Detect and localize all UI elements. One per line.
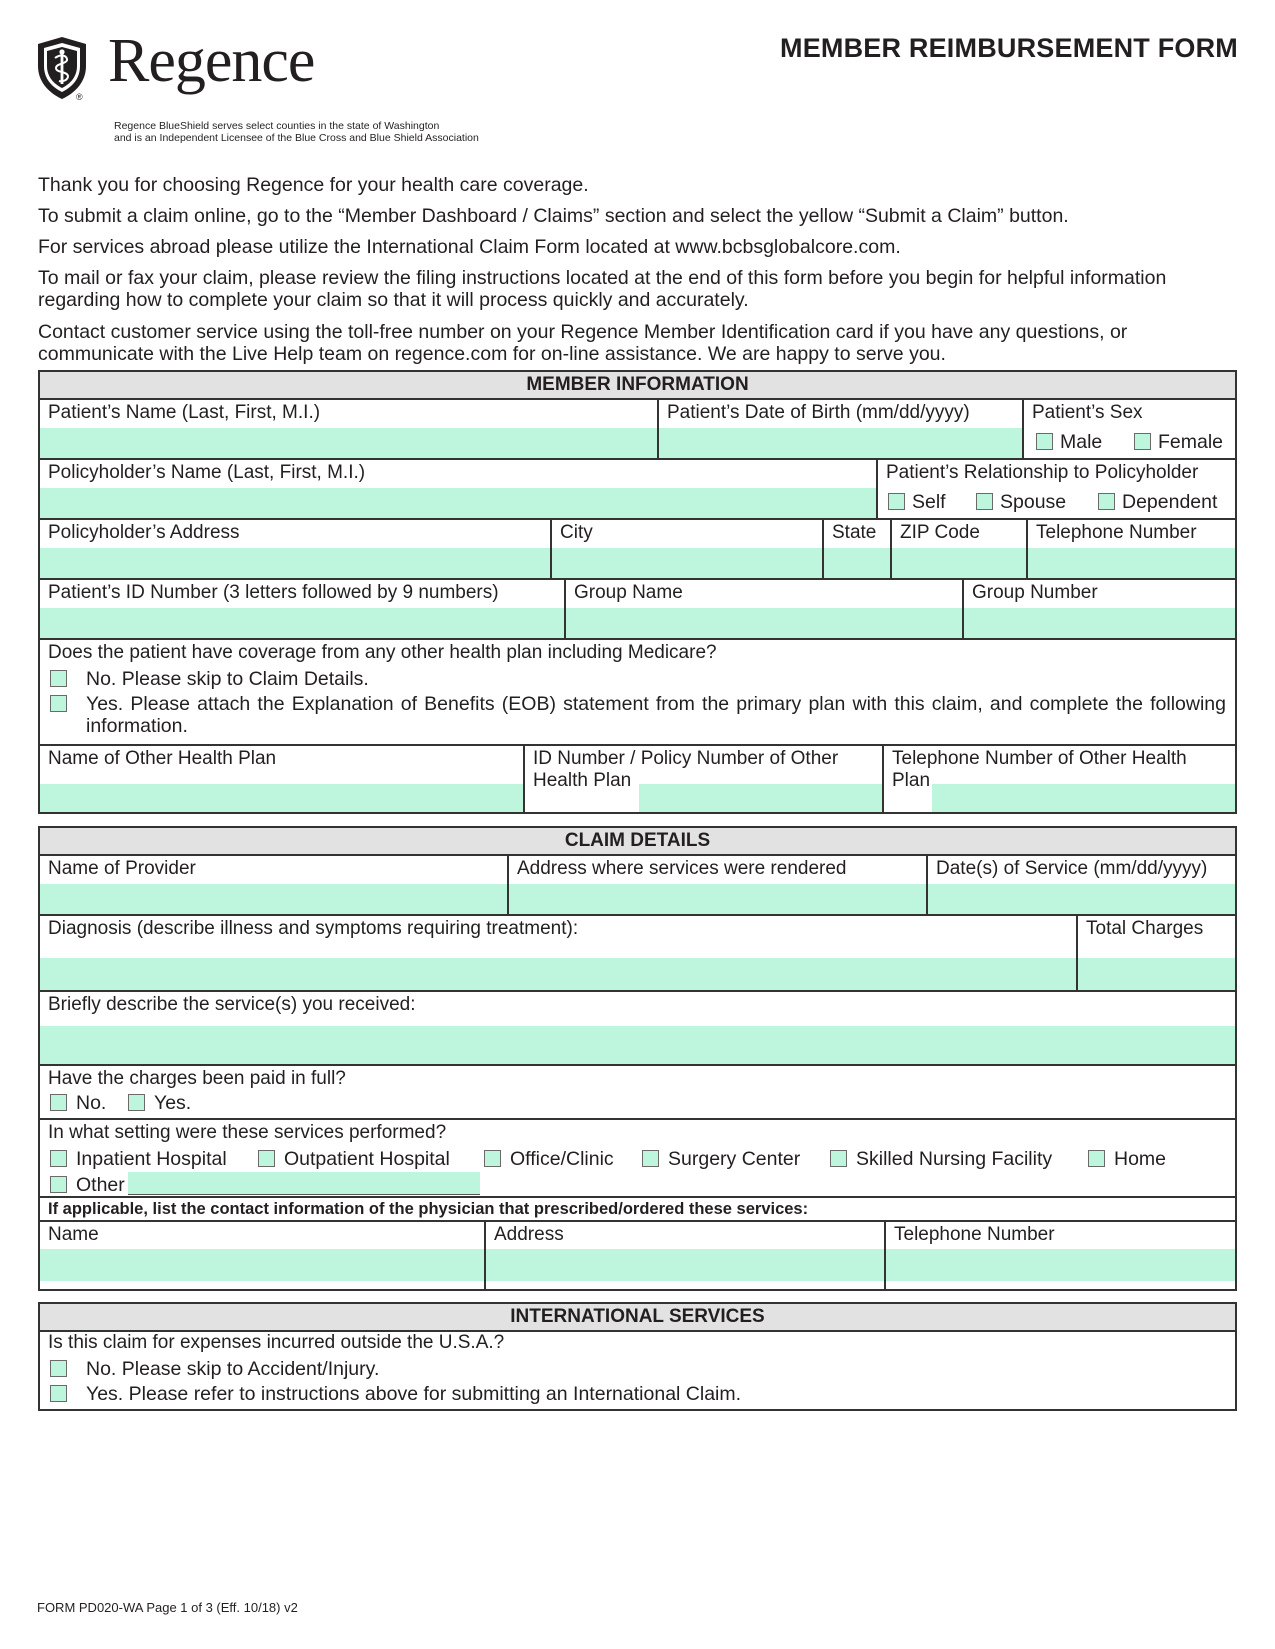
phone-cell xyxy=(1028,520,1235,578)
sex-male-checkbox[interactable] xyxy=(1036,433,1053,450)
city-label: City xyxy=(560,522,593,543)
physician-phone-label: Telephone Number xyxy=(894,1224,1055,1245)
setting-other-checkbox[interactable] xyxy=(50,1176,67,1193)
form-title: MEMBER REIMBURSEMENT FORM xyxy=(780,33,1238,63)
intro-paragraph-2: To submit a claim online, go to the “Member Dashboard / Claims” section and select the yellow “Submit a Claim” button. xyxy=(38,205,1069,227)
zip-field[interactable] xyxy=(892,548,1026,578)
intro-paragraph-3: For services abroad please utilize the International Claim Form located at www.bcbsglobalcore.com. xyxy=(38,236,901,258)
physician-name-label: Name xyxy=(48,1224,99,1245)
city-cell xyxy=(552,520,822,578)
describe-services-field[interactable] xyxy=(40,1026,1235,1064)
relationship-self-label: Self xyxy=(912,491,946,513)
physician-phone-field[interactable] xyxy=(886,1249,1235,1281)
intro-paragraph-5: Contact customer service using the toll-free number on your Regence Member Identification card if you have any questions, or communicate with the Live Help team on regence.com for on-line assistance. We are happy to serve you. xyxy=(38,321,1128,365)
patient-name-field[interactable] xyxy=(40,428,657,458)
other-plan-name-label: Name of Other Health Plan xyxy=(48,748,277,769)
provider-name-cell xyxy=(40,856,507,914)
diagnosis-field[interactable] xyxy=(40,958,1076,990)
patient-dob-label: Patient’s Date of Birth (mm/dd/yyyy) xyxy=(667,402,970,423)
international-no-label: No. Please skip to Accident/Injury. xyxy=(86,1358,380,1380)
physician-address-cell xyxy=(486,1222,884,1281)
other-plan-id-label: ID Number / Policy Number of Other Health Plan xyxy=(533,748,839,791)
regence-shield-logo-icon xyxy=(36,36,88,100)
patient-id-field[interactable] xyxy=(40,608,564,638)
member-information-heading: MEMBER INFORMATION xyxy=(40,372,1235,400)
group-name-label: Group Name xyxy=(574,582,683,603)
setting-home-label: Home xyxy=(1114,1148,1167,1170)
international-no-checkbox[interactable] xyxy=(50,1360,67,1377)
other-plan-name-field[interactable] xyxy=(40,784,523,812)
patient-name-cell xyxy=(40,400,657,458)
member-information-section xyxy=(38,370,1237,814)
registered-mark: ® xyxy=(76,92,83,102)
diagnosis-cell xyxy=(40,916,1076,990)
patient-name-label: Patient’s Name (Last, First, M.I.) xyxy=(48,402,321,423)
setting-snf-checkbox[interactable] xyxy=(830,1150,847,1167)
intro-paragraph-1: Thank you for choosing Regence for your health care coverage. xyxy=(38,174,589,196)
physician-name-field[interactable] xyxy=(40,1249,484,1281)
setting-outpatient-label: Outpatient Hospital xyxy=(284,1148,450,1170)
international-question: Is this claim for expenses incurred outside the U.S.A.? xyxy=(48,1332,505,1353)
describe-services-label: Briefly describe the service(s) you received: xyxy=(48,994,416,1015)
total-charges-field[interactable] xyxy=(1078,958,1235,990)
group-number-field[interactable] xyxy=(964,608,1235,638)
form-footer: FORM PD020-WA Page 1 of 3 (Eff. 10/18) v2 xyxy=(37,1600,298,1615)
setting-office-label: Office/Clinic xyxy=(510,1148,614,1170)
group-number-cell xyxy=(964,580,1235,638)
patient-dob-cell xyxy=(659,400,1022,458)
patient-sex-label: Patient’s Sex xyxy=(1032,402,1143,423)
service-dates-label: Date(s) of Service (mm/dd/yyyy) xyxy=(936,858,1208,879)
tagline-line-2: and is an Independent Licensee of the Blue Cross and Blue Shield Association xyxy=(114,132,479,144)
claim-details-section xyxy=(38,826,1237,1291)
service-dates-field[interactable] xyxy=(928,884,1235,914)
provider-name-field[interactable] xyxy=(40,884,507,914)
claim-details-heading: CLAIM DETAILS xyxy=(40,828,1235,856)
state-label: State xyxy=(832,522,877,543)
service-address-field[interactable] xyxy=(509,884,926,914)
relationship-spouse-label: Spouse xyxy=(1000,491,1067,513)
setting-inpatient-checkbox[interactable] xyxy=(50,1150,67,1167)
address-cell xyxy=(40,520,550,578)
physician-name-cell xyxy=(40,1222,484,1281)
relationship-cell xyxy=(878,460,1235,518)
other-coverage-question: Does the patient have coverage from any other health plan including Medicare? xyxy=(48,642,717,663)
state-cell xyxy=(824,520,890,578)
sex-male-label: Male xyxy=(1060,431,1103,453)
describe-services-cell xyxy=(40,992,1235,1064)
other-coverage-no-checkbox[interactable] xyxy=(50,670,67,687)
tagline-line-1: Regence BlueShield serves select counties in the state of Washington xyxy=(114,120,440,132)
other-plan-name-cell xyxy=(40,746,523,812)
other-plan-phone-label: Telephone Number of Other Health Plan xyxy=(892,748,1187,791)
regence-wordmark: Regence xyxy=(108,27,315,95)
phone-label: Telephone Number xyxy=(1036,522,1197,543)
policyholder-name-field[interactable] xyxy=(40,488,876,518)
patient-dob-field[interactable] xyxy=(659,428,1022,458)
address-field[interactable] xyxy=(40,548,550,578)
relationship-self-checkbox[interactable] xyxy=(888,493,905,510)
other-plan-phone-field[interactable] xyxy=(932,784,1235,812)
patient-id-cell xyxy=(40,580,564,638)
sex-female-checkbox[interactable] xyxy=(1134,433,1151,450)
phone-field[interactable] xyxy=(1028,548,1235,578)
group-name-cell xyxy=(566,580,962,638)
setting-other-field[interactable] xyxy=(128,1172,480,1195)
physician-address-label: Address xyxy=(494,1224,564,1245)
setting-question: In what setting were these services performed? xyxy=(48,1122,447,1143)
setting-surgery-checkbox[interactable] xyxy=(642,1150,659,1167)
total-charges-cell xyxy=(1078,916,1235,990)
international-yes-label: Yes. Please refer to instructions above for submitting an International Claim. xyxy=(86,1383,742,1405)
other-plan-id-field[interactable] xyxy=(639,784,882,812)
paid-full-question: Have the charges been paid in full? xyxy=(48,1068,346,1089)
setting-inpatient-label: Inpatient Hospital xyxy=(76,1148,227,1170)
paid-yes-checkbox[interactable] xyxy=(128,1094,145,1111)
other-plan-phone-cell xyxy=(884,746,1235,812)
other-plan-id-cell xyxy=(525,746,882,812)
total-charges-label: Total Charges xyxy=(1086,918,1204,939)
setting-office-checkbox[interactable] xyxy=(484,1150,501,1167)
physician-phone-cell xyxy=(886,1222,1235,1281)
patient-sex-cell xyxy=(1024,400,1235,458)
service-address-label: Address where services were rendered xyxy=(517,858,847,879)
other-coverage-yes-label: Yes. Please attach the Explanation of Benefits (EOB) statement from the primary plan with this claim, and complete the following information. xyxy=(86,693,1226,737)
policyholder-name-cell xyxy=(40,460,876,518)
paid-no-checkbox[interactable] xyxy=(50,1094,67,1111)
patient-id-label: Patient’s ID Number (3 letters followed by 9 numbers) xyxy=(48,582,499,603)
relationship-spouse-checkbox[interactable] xyxy=(976,493,993,510)
address-label: Policyholder’s Address xyxy=(48,522,240,543)
setting-outpatient-checkbox[interactable] xyxy=(258,1150,275,1167)
physician-address-field[interactable] xyxy=(486,1249,884,1281)
setting-snf-label: Skilled Nursing Facility xyxy=(856,1148,1053,1170)
city-field[interactable] xyxy=(552,548,822,578)
relationship-dependent-label: Dependent xyxy=(1122,491,1218,513)
international-services-section xyxy=(38,1302,1237,1411)
zip-label: ZIP Code xyxy=(900,522,980,543)
intro-paragraph-4: To mail or fax your claim, please review the filing instructions located at the end of this form before you begin for helpful information regarding how to complete your claim so that it will process quickly and accurately. xyxy=(38,267,1167,311)
group-number-label: Group Number xyxy=(972,582,1098,603)
international-services-heading: INTERNATIONAL SERVICES xyxy=(40,1304,1235,1332)
setting-surgery-label: Surgery Center xyxy=(668,1148,801,1170)
paid-no-label: No. xyxy=(76,1092,107,1114)
relationship-label: Patient’s Relationship to Policyholder xyxy=(886,462,1199,483)
group-name-field[interactable] xyxy=(566,608,962,638)
relationship-dependent-checkbox[interactable] xyxy=(1098,493,1115,510)
service-address-cell xyxy=(509,856,926,914)
other-coverage-no-label: No. Please skip to Claim Details. xyxy=(86,668,369,690)
international-yes-checkbox[interactable] xyxy=(50,1385,67,1402)
setting-other-label: Other xyxy=(76,1174,125,1196)
state-field[interactable] xyxy=(824,548,890,578)
other-coverage-yes-checkbox[interactable] xyxy=(50,695,67,712)
diagnosis-label: Diagnosis (describe illness and symptoms requiring treatment): xyxy=(48,918,579,939)
zip-cell xyxy=(892,520,1026,578)
paid-yes-label: Yes. xyxy=(154,1092,192,1114)
policyholder-name-label: Policyholder’s Name (Last, First, M.I.) xyxy=(48,462,366,483)
service-dates-cell xyxy=(928,856,1235,914)
setting-home-checkbox[interactable] xyxy=(1088,1150,1105,1167)
physician-note: If applicable, list the contact information of the physician that prescribed/ordered these services: xyxy=(48,1200,809,1218)
provider-name-label: Name of Provider xyxy=(48,858,196,879)
sex-female-label: Female xyxy=(1158,431,1224,453)
